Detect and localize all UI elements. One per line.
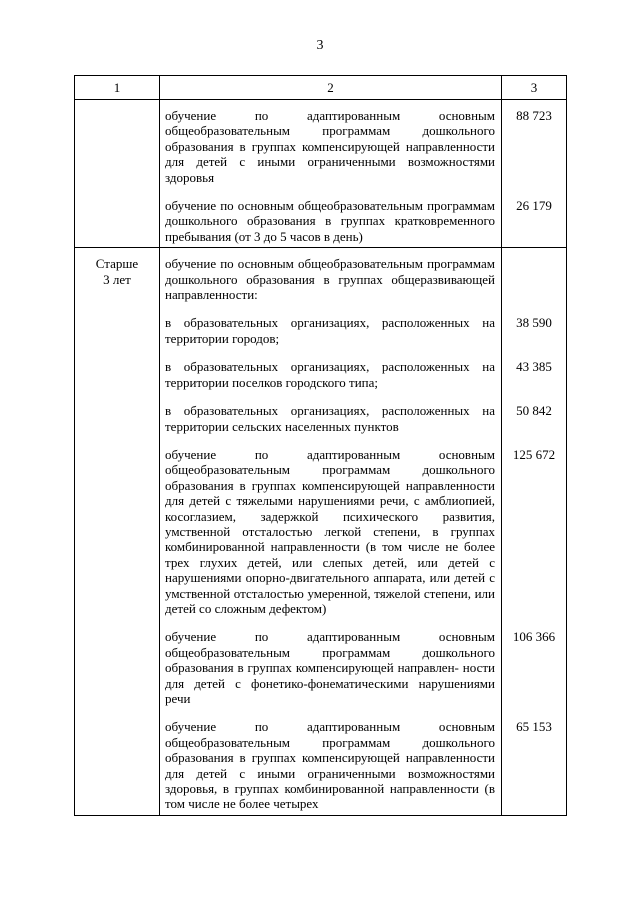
description-line: обучение по адаптированным основным bbox=[165, 446, 495, 462]
description-line: образования в группах компенсирующей bbox=[165, 477, 400, 493]
description-line: обучение по адаптированным основным bbox=[165, 719, 495, 735]
description-line: обучение по адаптированным основным bbox=[165, 108, 495, 123]
description-entry bbox=[165, 447, 495, 616]
description-line: направленности для детей с иными ограниченными bbox=[165, 138, 496, 170]
description-line: образования в группах компенсирующей направлен- bbox=[165, 660, 459, 676]
table-row bbox=[75, 100, 567, 248]
description-line: в образовательных организациях, расположенных на bbox=[165, 403, 495, 419]
description-line: общеобразовательным программам дошкольного bbox=[165, 734, 495, 750]
description-line: обучение по адаптированным основным bbox=[165, 629, 495, 645]
description-entry bbox=[165, 315, 495, 346]
description-line: возможностями здоровья, в группах комбинированной bbox=[165, 765, 495, 797]
description-line: общеобразовательным программам дошкольного bbox=[165, 462, 495, 478]
amount-value: 125 672 bbox=[512, 446, 556, 462]
age-group-line: Старше bbox=[95, 256, 139, 272]
header-col-3: 3 bbox=[502, 76, 567, 100]
description-line: нарушениями речи bbox=[165, 675, 495, 706]
description-entry bbox=[165, 359, 495, 390]
header-col-1: 1 bbox=[75, 76, 160, 100]
description-cell bbox=[160, 100, 502, 248]
description-line: общеобразовательным программам дошкольного bbox=[165, 644, 495, 660]
description-line: опорно-двигательного аппарата, или детей с bbox=[245, 570, 496, 586]
description-line: возможностями здоровья bbox=[165, 154, 495, 185]
amount-value: 43 385 bbox=[516, 359, 552, 375]
description-entry bbox=[165, 719, 495, 811]
value-cell bbox=[502, 100, 567, 248]
description-line: направленности для детей с иными ограниченными bbox=[165, 750, 496, 781]
amount-value: 65 153 bbox=[516, 719, 552, 735]
description-line: в образовательных организациях, расположенных на bbox=[165, 359, 495, 375]
rates-table bbox=[74, 75, 567, 816]
amount-value: 38 590 bbox=[516, 315, 552, 331]
description-cell bbox=[160, 248, 502, 816]
description-line: образования в группах компенсирующей bbox=[165, 750, 400, 766]
description-line: в образовательных организациях, расположенных на bbox=[165, 315, 495, 331]
age-group-line: 3 лет bbox=[103, 271, 131, 287]
amount-value: 50 842 bbox=[516, 403, 552, 419]
description-line: кратковременного пребывания (от 3 до 5 часов в день) bbox=[165, 213, 496, 244]
description-line: умственной отсталостью умеренной, тяжелой степени, bbox=[165, 585, 471, 601]
description-line: территории сельских населенных пунктов bbox=[165, 418, 399, 434]
description-entry bbox=[165, 403, 495, 434]
table-body bbox=[75, 76, 567, 816]
age-group-cell bbox=[75, 248, 160, 816]
description-line: направленности (в том числе не более трех глухих bbox=[165, 539, 495, 570]
value-cell bbox=[502, 248, 567, 816]
description-line: обучение по основным общеобразовательным bbox=[165, 198, 423, 214]
description-line: программам дошкольного образования в группах bbox=[165, 198, 495, 229]
description-line: общеразвивающей направленности: bbox=[165, 271, 496, 303]
description-line: обучение по основным общеобразовательным bbox=[165, 256, 423, 272]
amount-value: 106 366 bbox=[512, 629, 556, 645]
description-line: или детей со сложным дефектом) bbox=[165, 585, 495, 616]
description-line: общеобразовательным программам дошкольного bbox=[165, 123, 495, 139]
description-line: направленности для детей с тяжелыми нарушениями bbox=[165, 477, 496, 509]
description-line: речи, с амблиопией, косоглазием, задержкой bbox=[165, 493, 495, 524]
description-entry bbox=[165, 629, 495, 706]
page-number: 3 bbox=[316, 38, 324, 53]
description-line: психического развития, умственной отсталостью bbox=[165, 508, 496, 539]
description-line: территории городов; bbox=[165, 330, 280, 346]
header-col-2: 2 bbox=[160, 76, 502, 100]
description-line: программам дошкольного образования в группах bbox=[165, 256, 495, 287]
description-line: легкой степени, в группах комбинированной bbox=[165, 523, 495, 555]
description-line: направленности (в том числе не более четырех bbox=[165, 781, 496, 812]
description-entry bbox=[165, 256, 495, 302]
amount-value: 88 723 bbox=[516, 108, 552, 123]
table-row bbox=[75, 248, 567, 816]
description-line: территории поселков городского типа; bbox=[165, 374, 379, 390]
description-line: ности для детей с фонетико-фонематическими bbox=[165, 660, 495, 691]
amount-value: 26 179 bbox=[516, 198, 552, 214]
age-group-cell bbox=[75, 100, 160, 248]
description-line: образования в группах компенсирующей bbox=[165, 138, 400, 154]
table-header-row bbox=[75, 76, 567, 100]
amount-value bbox=[502, 256, 566, 302]
description-entry bbox=[165, 108, 495, 185]
description-line: детей, или слепых детей, или детей с нарушениями bbox=[165, 554, 496, 586]
description-entry bbox=[165, 198, 495, 244]
